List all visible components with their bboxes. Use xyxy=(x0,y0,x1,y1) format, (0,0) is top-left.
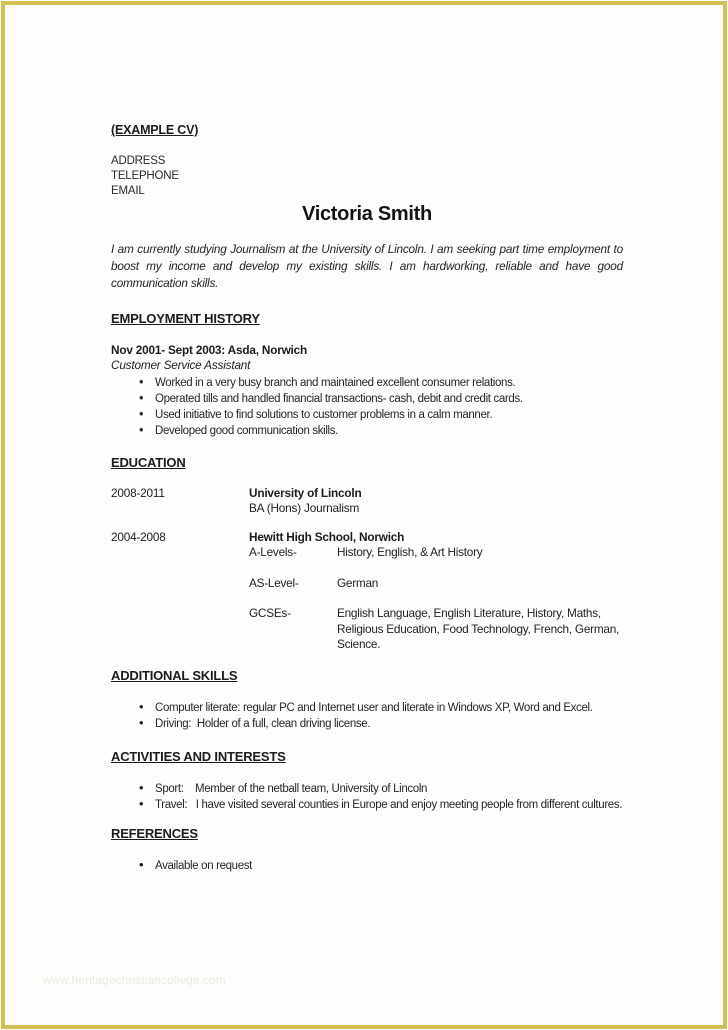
personal-summary: I am currently studying Journalism at the University of Lincoln. I am seeking part time employment to boost my income and develop my existing skills. I am hardworking, reliable and have good communication skills. xyxy=(111,242,623,290)
section-heading-activities: ACTIVITIES AND INTERESTS xyxy=(111,748,286,764)
education-entry-body xyxy=(249,486,623,516)
cv-page xyxy=(5,5,723,1025)
activities-bullet: • Sport: Member of the netball team, University of Lincoln xyxy=(111,781,623,797)
section-heading-employment: EMPLOYMENT HISTORY xyxy=(111,311,260,326)
candidate-name: Victoria Smith xyxy=(302,203,432,225)
additional-skills-bullet: • Computer literate: regular PC and Internet user and literate in Windows XP, Word and Excel. xyxy=(111,700,623,716)
education-years: 2008-2011 xyxy=(111,486,165,500)
education-institution: University of Lincoln xyxy=(249,486,362,500)
employment-bullet: • Used initiative to find solutions to customer problems in a calm manner. xyxy=(111,407,623,423)
cv-content xyxy=(5,5,723,874)
additional-skills-bullet: • Driving: Holder of a full, clean driving license. xyxy=(111,716,623,732)
education-entry xyxy=(111,486,623,516)
section-heading-references: REFERENCES xyxy=(111,825,198,841)
contact-address: ADDRESS xyxy=(111,155,166,167)
education-years: 2004-2008 xyxy=(111,530,166,544)
activities-bullet: • Travel: I have visited several counties in Europe and enjoy meeting people from different cultures. xyxy=(111,797,623,813)
education-detail-row xyxy=(249,576,639,592)
employment-date-line: Nov 2001- Sept 2003: Asda, Norwich xyxy=(111,343,308,357)
education-entry xyxy=(111,530,623,653)
education-detail-value: History, English, & Art History xyxy=(337,545,483,559)
employment-bullet: • Developed good communication skills. xyxy=(111,423,623,439)
contact-block xyxy=(111,154,623,199)
employment-bullet-list xyxy=(111,375,623,439)
education-degree: BA (Hons) Journalism xyxy=(249,501,360,515)
education-detail-label: A-Levels- xyxy=(249,545,297,559)
section-heading-education: EDUCATION xyxy=(111,455,186,470)
references-bullet: • Available on request xyxy=(111,858,623,874)
employment-bullet: • Worked in a very busy branch and maintained excellent consumer relations. xyxy=(111,375,623,391)
education-detail-value: English Language, English Literature, History, Maths, Religious Education, Food Technology, French, German, Science. xyxy=(337,606,620,651)
education-entry-body xyxy=(249,530,639,653)
contact-email: EMAIL xyxy=(111,185,145,197)
education-detail-row xyxy=(249,606,639,653)
additional-skills-bullet-list xyxy=(111,700,623,732)
education-detail-value: German xyxy=(337,575,379,590)
employment-role: Customer Service Assistant xyxy=(111,358,251,372)
watermark-text: www.heritagechristiancollege.com xyxy=(43,975,226,987)
example-cv-label: (EXAMPLE CV) xyxy=(111,123,199,137)
contact-telephone: TELEPHONE xyxy=(111,170,179,182)
page-frame xyxy=(1,1,727,1029)
references-bullet-list xyxy=(111,858,623,874)
education-detail-label: GCSEs- xyxy=(249,606,291,620)
activities-bullet-list xyxy=(111,781,623,813)
education-detail-label: AS-Level- xyxy=(249,575,299,590)
section-heading-additional-skills: ADDITIONAL SKILLS xyxy=(111,667,238,683)
education-institution: Hewitt High School, Norwich xyxy=(249,530,405,544)
employment-bullet: • Operated tills and handled financial transactions- cash, debit and credit cards. xyxy=(111,391,623,407)
education-detail-row xyxy=(249,545,639,561)
